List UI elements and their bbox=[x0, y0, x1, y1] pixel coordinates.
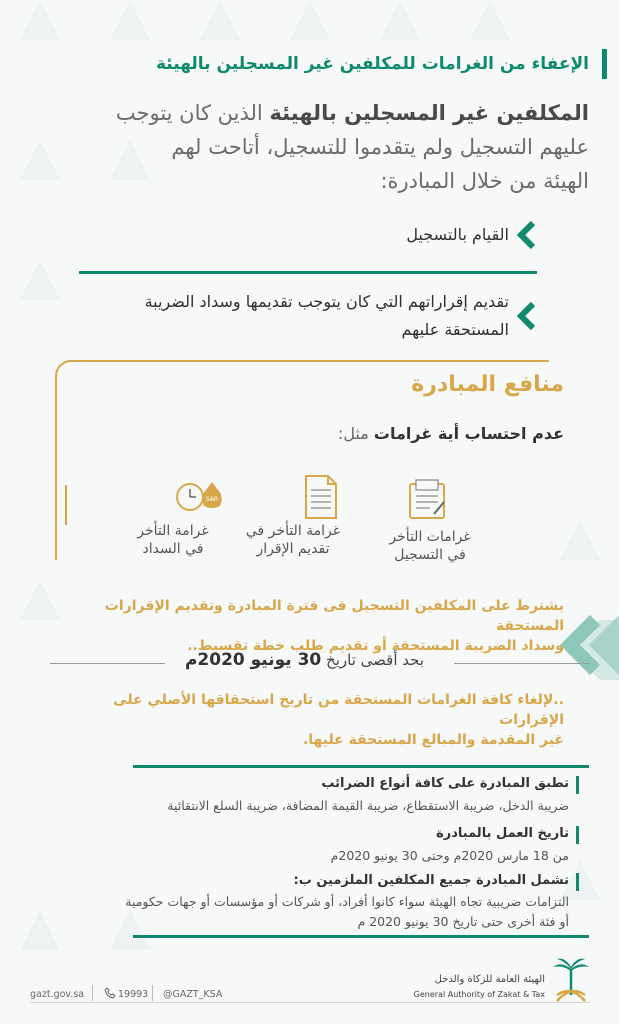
intro-bold: المكلفين غير المسجلين بالهيئة bbox=[269, 101, 589, 125]
condition-text bbox=[54, 596, 564, 656]
info-title-period: تاريخ العمل بالمبادرة bbox=[436, 826, 569, 841]
cancel-line2: غير المقدمة والمبالغ المستحقة عليها. bbox=[302, 732, 564, 748]
benefit-label-registration bbox=[375, 528, 485, 564]
intro-line2: عليهم التسجيل ولم يتقدموا للتسجيل، أتاحت لهم bbox=[171, 135, 589, 159]
deadline-prefix: بحد أقصى تاريخ bbox=[321, 651, 424, 669]
benefit-label-registration-line2: في التسجيل bbox=[394, 547, 466, 563]
clipboard-pen-icon bbox=[400, 478, 460, 528]
info-text-scope-line1: التزامات ضريبية تجاه الهيئة سواء كانوا أفراد، أو شركات أو مؤسسات أو جهات حكومية bbox=[125, 894, 569, 909]
info-text-scope bbox=[49, 892, 569, 932]
info-accent-bar bbox=[576, 826, 579, 844]
benefits-frame-top bbox=[69, 360, 549, 362]
benefit-label-registration-line1: غرامات التأخر bbox=[389, 529, 471, 545]
decorative-chevrons bbox=[560, 615, 619, 680]
footer-website: gazt.gov.sa bbox=[30, 989, 85, 1000]
phone-icon bbox=[104, 987, 116, 999]
benefit-label-filing-line2: تقديم الإقرار bbox=[256, 541, 330, 557]
benefit-label-payment bbox=[118, 522, 228, 558]
cancel-line1: ..لإلغاء كافة الغرامات المستحقة من تاريخ استحقاقها الأصلي على الإقرارات bbox=[113, 692, 564, 728]
no-penalties-text bbox=[338, 424, 564, 443]
document-lines-icon bbox=[290, 472, 350, 522]
deadline-text bbox=[185, 650, 424, 670]
benefits-frame-tick bbox=[65, 485, 67, 525]
info-accent-bar bbox=[576, 873, 579, 891]
info-text-scope-line2: أو فئة أخرى حتى تاريخ 30 يونيو 2020 م bbox=[357, 914, 569, 929]
benefit-label-filing bbox=[238, 522, 348, 558]
bullet-register: القيام بالتسجيل bbox=[406, 225, 509, 244]
intro-line1-rest: الذين كان يتوجب bbox=[115, 101, 270, 125]
gazt-palm-logo bbox=[549, 955, 593, 1005]
bullet-returns bbox=[49, 288, 509, 344]
bullet-returns-line2: المستحقة عليهم bbox=[401, 320, 509, 339]
footer-twitter: @GAZT_KSA bbox=[163, 989, 223, 1000]
footer-separator bbox=[152, 985, 153, 1001]
intro-line3: الهيئة من خلال المبادرة: bbox=[380, 169, 589, 193]
cancel-penalties-text bbox=[54, 690, 564, 750]
info-accent-bar bbox=[576, 776, 579, 794]
section-divider bbox=[79, 271, 537, 274]
intro-paragraph bbox=[34, 96, 589, 198]
org-name-arabic: الهيئة العامة للزكاة والدخل bbox=[434, 974, 545, 985]
header-accent-bar bbox=[602, 49, 607, 79]
sar-badge-text: SAR bbox=[205, 496, 219, 503]
footer-separator bbox=[92, 985, 93, 1001]
deadline-rule-left bbox=[50, 663, 165, 664]
info-rule-bottom bbox=[133, 935, 589, 938]
chevron-left-icon bbox=[517, 301, 537, 331]
benefits-frame-left bbox=[55, 374, 57, 560]
benefit-label-payment-line2: في السداد bbox=[142, 541, 204, 557]
bullet-returns-line1: تقديم إقراراتهم التي كان يتوجب تقديمها وسداد الضريبة bbox=[144, 292, 509, 311]
deadline-date: 30 يونيو 2020م bbox=[184, 650, 322, 670]
condition-line2: وسداد الضريبة المستحقة أو تقديم طلب خطة تقسيط.. bbox=[187, 638, 564, 654]
condition-line1: يشترط على المكلفين التسجيل فى فترة المبادرة وتقديم الإقرارات المستحقة bbox=[104, 598, 564, 634]
benefit-label-filing-line1: غرامة التأخر في bbox=[245, 523, 341, 539]
info-rule-top bbox=[133, 765, 589, 768]
no-penalties-rest: مثل: bbox=[337, 424, 374, 443]
info-title-taxes: تطبق المبادرة على كافة أنواع الضرائب bbox=[321, 776, 569, 791]
footer-rule bbox=[30, 1002, 590, 1003]
footer-phone: 19993 bbox=[118, 989, 149, 1000]
clock-money-bag-icon bbox=[168, 472, 228, 522]
chevron-left-icon bbox=[517, 220, 537, 250]
benefits-title: منافع المبادرة bbox=[411, 372, 564, 397]
info-title-scope: تشمل المبادرة جميع المكلفين الملزمين ب: bbox=[293, 873, 569, 888]
info-text-taxes: ضريبة الدخل، ضريبة الاستقطاع، ضريبة القيمة المضافة، ضريبة السلع الانتقائية bbox=[167, 798, 569, 813]
deadline-rule-right bbox=[454, 663, 589, 664]
benefit-label-payment-line1: غرامة التأخر bbox=[137, 523, 209, 539]
org-name-english: General Authority of Zakat & Tax bbox=[413, 990, 545, 999]
no-penalties-bold: عدم احتساب أية غرامات bbox=[373, 424, 564, 443]
info-text-period: من 18 مارس 2020م وحتى 30 يونيو 2020م bbox=[330, 848, 569, 863]
page-title: الإعفاء من الغرامات للمكلفين غير المسجلين بالهيئة bbox=[156, 54, 589, 74]
